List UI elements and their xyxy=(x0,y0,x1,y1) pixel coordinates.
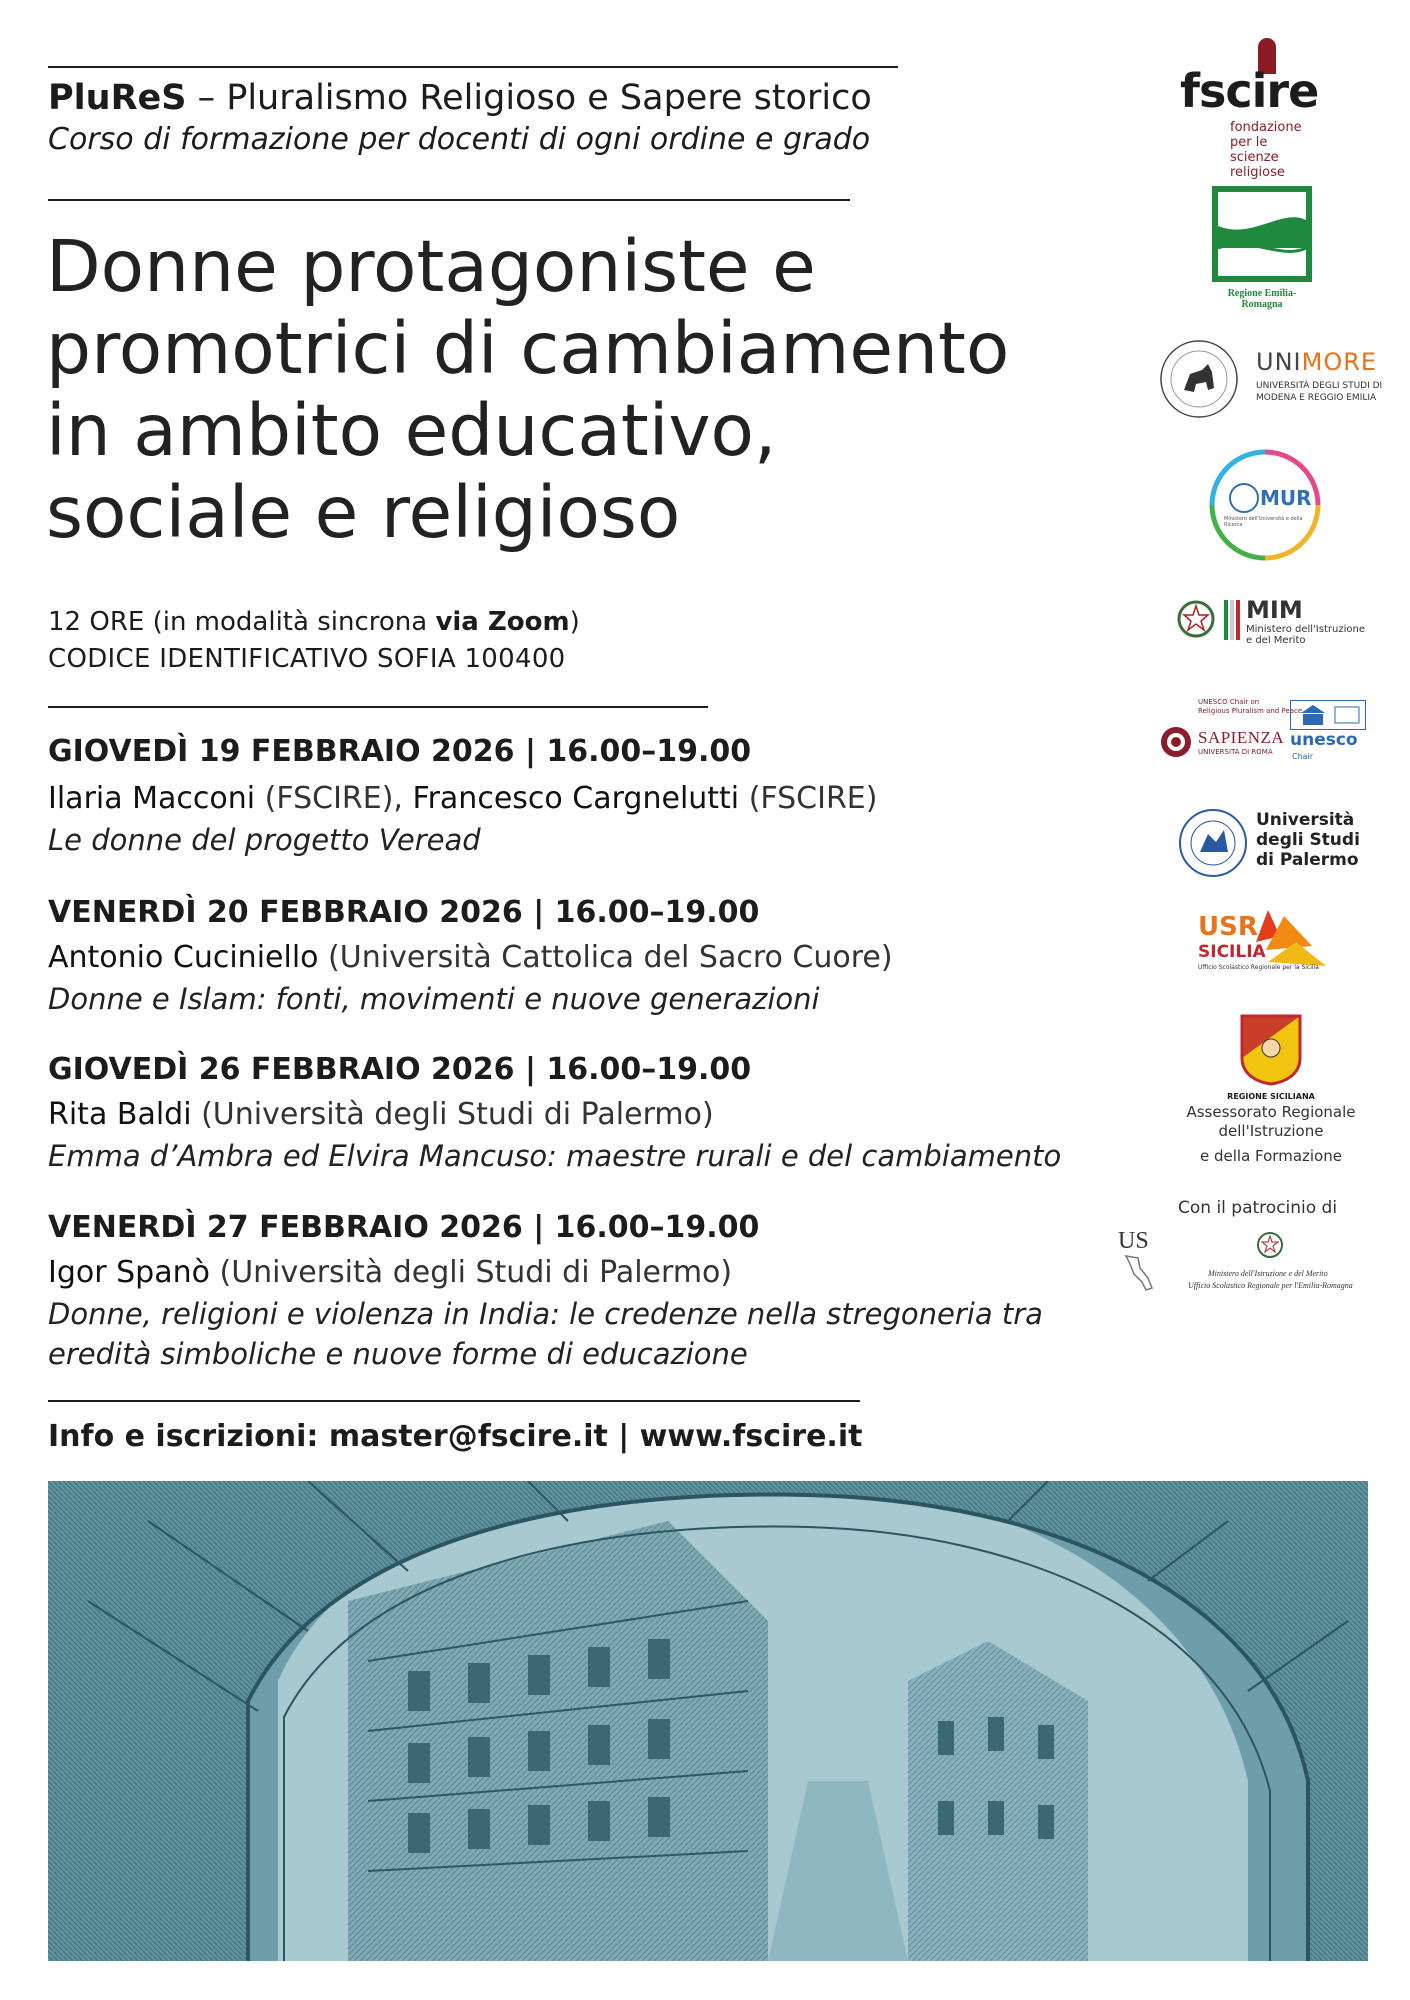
street-arch-engraving xyxy=(48,1481,1368,1961)
regione-sicilia-logo: REGIONE SICILIANA Assessorato Regionale dell'Istruzione e della Formazione xyxy=(1176,1014,1366,1166)
emilia-romagna-emblem-icon xyxy=(1212,186,1312,282)
patronage-label: Con il patrocinio di xyxy=(1178,1198,1338,1218)
italian-emblem-icon xyxy=(1256,1230,1284,1260)
session-date: VENERDÌ 27 FEBBRAIO 2026 | 16.00–19.00 xyxy=(48,1210,760,1245)
session-date: GIOVEDÌ 19 FEBBRAIO 2026 | 16.00–19.00 xyxy=(48,734,752,769)
session-topic: Emma d’Ambra ed Elvira Mancuso: maestre rurali e del cambiamento xyxy=(48,1139,1062,1173)
session-topic: Donne e Islam: fonti, movimenti e nuove generazioni xyxy=(48,982,820,1016)
session-date: VENERDÌ 20 FEBBRAIO 2026 | 16.00–19.00 xyxy=(48,895,760,930)
session-speakers: Antonio Cuciniello (Università Cattolica del Sacro Cuore) xyxy=(48,940,893,975)
session-4 xyxy=(48,1208,1088,1374)
hours-line: 12 ORE (in modalità sincrona via Zoom) xyxy=(48,607,580,637)
italian-emblem-icon xyxy=(1176,598,1216,640)
header xyxy=(48,76,872,160)
unesco-temple-icon xyxy=(1291,701,1365,729)
session-date: GIOVEDÌ 26 FEBBRAIO 2026 | 16.00–19.00 xyxy=(48,1052,752,1087)
session-2 xyxy=(48,893,1088,1019)
mur-logo: MUR Ministero dell'Università e della Ricerca xyxy=(1206,446,1324,564)
unimore-seal-icon xyxy=(1158,338,1240,420)
brand-name: PluReS xyxy=(48,78,187,118)
session-topic: Le donne del progetto Veread xyxy=(48,823,481,857)
page-title: Donne protagoniste e promotrici di cambiamento in ambito educativo, sociale e religioso xyxy=(46,225,1010,554)
session-speakers: Rita Baldi (Università degli Studi di Palermo) xyxy=(48,1097,714,1132)
contact-info: Info e iscrizioni: master@fscire.it | www.fscire.it xyxy=(48,1419,863,1454)
header-rule xyxy=(48,199,850,201)
sapienza-unesco-logo: UNESCO Chair on Religious Pluralism and Peace SAPIENZA UNIVERSITÀ DI ROMA unesco Chair xyxy=(1160,698,1370,766)
unipa-seal-icon xyxy=(1178,808,1248,878)
meta-rule xyxy=(48,706,708,708)
session-3 xyxy=(48,1050,1088,1176)
trinacria-shield-icon xyxy=(1240,1014,1302,1086)
unesco-box xyxy=(1290,700,1366,730)
session-topic-cont: eredità simboliche e nuove forme di educazione xyxy=(48,1337,748,1371)
sofia-code: CODICE IDENTIFICATIVO SOFIA 100400 xyxy=(48,644,566,674)
session-1 xyxy=(48,732,1088,860)
course-name: PluReS – Pluralismo Religioso e Sapere storico xyxy=(48,78,872,118)
course-meta xyxy=(48,604,580,678)
session-speakers: Igor Spanò (Università degli Studi di Palermo) xyxy=(48,1255,733,1290)
session-speakers: Ilaria Macconi (FSCIRE), Francesco Cargnelutti (FSCIRE) xyxy=(48,781,878,816)
mim-logo: MIM Ministero dell'Istruzione e del Merito xyxy=(1176,596,1366,646)
usr-emilia-romagna-logo: US Ministero dell'Istruzione e del Merito Ufficio Scolastico Regionale per l'Emilia-Romagna xyxy=(1118,1228,1370,1298)
unipa-logo: Università degli Studi di Palermo xyxy=(1178,808,1358,880)
emilia-romagna-logo: Regione Emilia-Romagna xyxy=(1212,186,1312,310)
italy-map-icon xyxy=(1122,1254,1156,1298)
course-description: Corso di formazione per docenti di ogni ordine e grado xyxy=(48,122,871,157)
top-rule xyxy=(48,66,898,68)
footer-rule xyxy=(48,1400,860,1402)
sapienza-seal-icon xyxy=(1160,726,1192,758)
session-topic: Donne, religioni e violenza in India: le credenze nella stregoneria tra xyxy=(48,1297,1043,1331)
flag-stripes xyxy=(1224,600,1240,640)
arch-street-illustration xyxy=(48,1481,1368,1961)
usr-sicilia-logo: USR SICILIA Ufficio Scolastico Regionale per la Sicilia xyxy=(1196,906,1336,978)
